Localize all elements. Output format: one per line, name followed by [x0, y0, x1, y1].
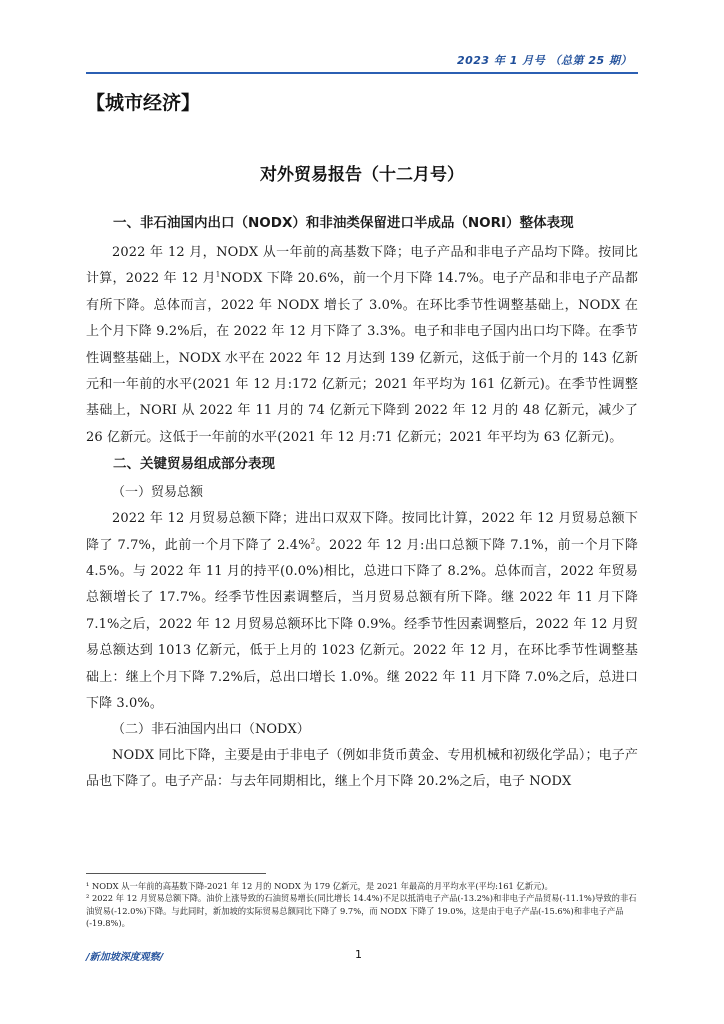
- trade-total-paragraph: 2022 年 12 月贸易总额下降；进出口双双下降。按同比计算，2022 年 12 月贸易总额下降了 7.7%，此前一个月下降了 2.4%$^2$。2022 年 12 月:出口总额下降 7.1%，前一个月下降 4.5%。与 2022 年 11 月的持平(0.0%)相比，总进口下降了 8.2%。总体而言，2022 年贸易总额增长了 17.7%。经季节性因素调整后，当月贸易总额有所下降。继 2022 年 11 月下降 7.1%之后，2022 年 12 月贸易总额环比下降 0.9%。经季节性因素调整后，2022 年 12 月贸易总额达到 1013 亿新元，低于上月的 1023 亿新元。2022 年 12 月，在环比季节性调整基础上：继上个月下降 7.2%后，总出口增长 1.0%。继 2022 年 11 月下降 7.0%之后，总进口下降 3.0%。: [86, 511, 638, 712]
- section-1-heading: 一、非石油国内出口（NODX）和非油类保留进口半成品（NORI）整体表现: [113, 215, 574, 231]
- section-1-paragraph: 2022 年 12 月，NODX 从一年前的高基数下降；电子产品和非电子产品均下降。按同比计算，2022 年 12 月$^1$NODX 下降 20.6%，前一个月下降 14.7%。电子产品和非电子产品都有所下降。总体而言，2022 年 NODX 增长了 3.0%。在环比季节性调整基础上，NODX 在上个月下降 9.2%后，在 2022 年 12 月下降了 3.3%。电子和非电子国内出口均下降。在季节性调整基础上，NODX 水平在 2022 年 12 月达到 139 亿新元，这低于前一个月的 143 亿新元和一年前的水平(2021 年 12 月:172 亿新元；2021 年平均为 161 亿新元)。在季节性调整基础上，NORI 从 2022 年 11 月的 74 亿新元下降到 2022 年 12 月的 48 亿新元，减少了 26 亿新元。这低于一年前的水平(2021 年 12 月:71 亿新元；2021 年平均为 63 亿新元)。: [86, 245, 638, 445]
- report-title: 对外贸易报告（十二月号）: [260, 165, 464, 185]
- footnote-ref-1[interactable]: 1: [215, 271, 221, 280]
- footnotes: [86, 880, 638, 930]
- section-title: 【城市经济】: [86, 92, 201, 114]
- footnote-ref-2[interactable]: 2: [310, 537, 316, 546]
- subsection-trade-total: （一）贸易总额: [112, 485, 204, 501]
- nodx-paragraph: NODX 同比下降，主要是由于非电子（例如非货币黄金、专用机械和初级化学品）；电子产品也下降了。电子产品：与去年同期相比，继上个月下降 20.2%之后，电子 NODX: [86, 747, 638, 789]
- footnote-rule: [86, 873, 266, 874]
- footer-brand: /新加坡深度观察/: [86, 952, 164, 963]
- page-number: 1: [355, 948, 362, 961]
- report-body: [86, 212, 638, 795]
- issue-header: 2023 年 1 月号 （总第 25 期）: [456, 54, 632, 67]
- section-2-heading: 二、关键贸易组成部分表现: [113, 456, 275, 473]
- footnote-2: ² 2022 年 12 月贸易总额下降。油价上涨导致的石油贸易增长(同比增长 14.4%)不足以抵消电子产品(-13.2%)和非电子产品贸易(-11.1%)导致的非石油贸易(-12.0%)下降。与此同时，新加坡的实际贸易总额同比下降了 9.7%，而 NODX 下降了 19.0%，这是由于电子产品(-15.6%)和非电子产品(-19.8%)。: [86, 893, 637, 929]
- header-rule: [86, 72, 638, 74]
- footnote-1: ¹ NODX 从一年前的高基数下降-2021 年 12 月的 NODX 为 179 亿新元，是 2021 年最高的月平均水平(平均:161 亿新元)。: [86, 881, 553, 891]
- subsection-nodx: （二）非石油国内出口（NODX）: [112, 721, 310, 737]
